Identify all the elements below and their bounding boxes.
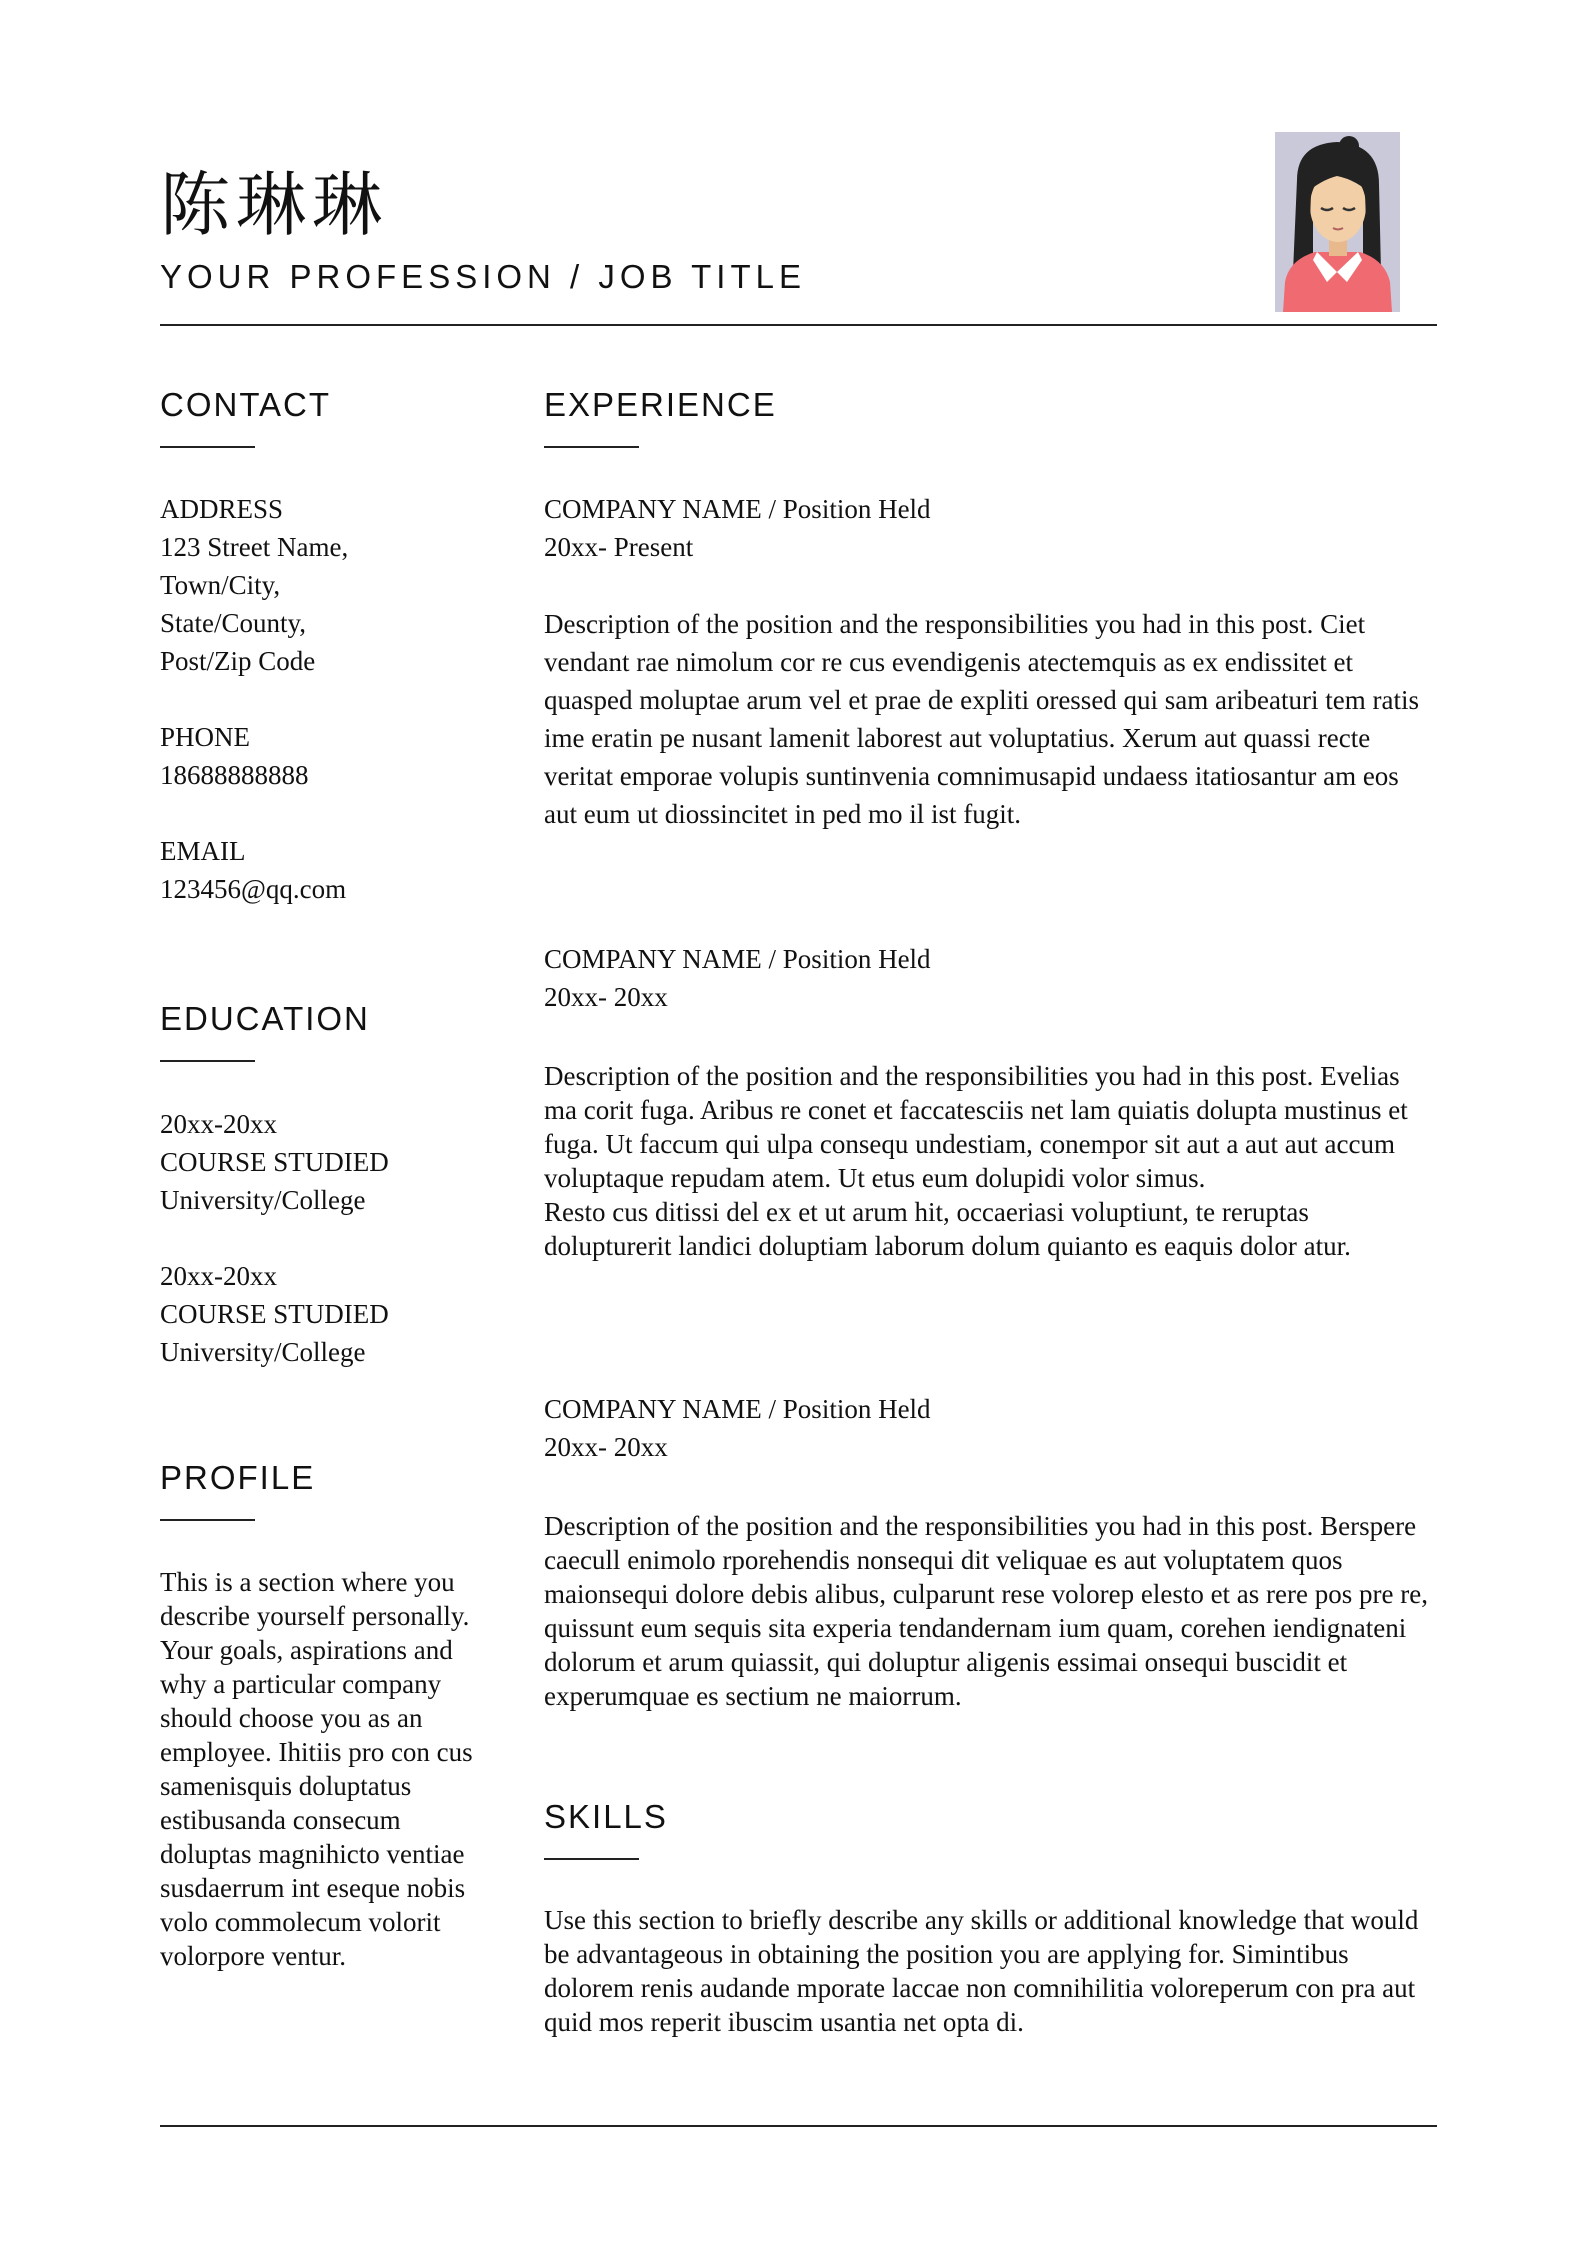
- contact-underline: [160, 446, 255, 448]
- profile-title: PROFILE: [160, 1459, 316, 1496]
- experience-underline: [544, 446, 639, 448]
- experience-company: COMPANY NAME / Position Held: [544, 1394, 931, 1424]
- experience-period: 20xx- 20xx: [544, 1432, 668, 1462]
- job-title: YOUR PROFESSION / JOB TITLE: [160, 258, 806, 295]
- experience-company: COMPANY NAME / Position Held: [544, 494, 931, 524]
- experience-company: COMPANY NAME / Position Held: [544, 944, 931, 974]
- address-line: Town/City,: [160, 570, 281, 600]
- avatar: [1275, 132, 1400, 312]
- experience-description-paragraph: Resto cus ditissi del ex et ut arum hit, occaeriasi voluptiunt, te reruptas dolupturerit landici doluptiam laborum dolum quianto es eaquis dolor atur.: [544, 1197, 1351, 1261]
- skills-title: SKILLS: [544, 1798, 668, 1835]
- email-value: 123456@qq.com: [160, 874, 347, 904]
- experience-period: 20xx- Present: [544, 532, 694, 562]
- experience-description: Description of the position and the responsibilities you had in this post. Ciet vendant rae nimolum cor re cus evendigenis atectemquis as ex endissitet et quasped moluptae arum vel et prae de expliti oressed qui sam aribeaturi tem ratis ime eratin pe nusant lamenit laborest aut voluptatius. Xerum aut quassi recte veritat emporae volupis suntinvenia comnimusapid undaess itatiosantur am eos aut eum ut diossincitet in ped mo il ist fugit.: [544, 609, 1419, 829]
- experience-item: [544, 1390, 1444, 1466]
- contact-title: CONTACT: [160, 386, 332, 423]
- education-school: University/College: [160, 1337, 366, 1367]
- email-label: EMAIL: [160, 836, 246, 866]
- phone-value: 18688888888: [160, 760, 309, 790]
- skills-text: Use this section to briefly describe any skills or additional knowledge that would be advantageous in obtaining the position you are applying for. Simintibus dolorem renis audande mporate laccae non comnihilitia voloreperum con pra aut quid mos reperit ibuscim usantia net opta di.: [544, 1905, 1419, 2037]
- contact-block: [160, 490, 490, 908]
- footer-divider: [160, 2125, 1437, 2127]
- education-course: COURSE STUDIED: [160, 1147, 389, 1177]
- experience-period: 20xx- 20xx: [544, 982, 668, 1012]
- education-block: [160, 1105, 490, 1371]
- profile-underline: [160, 1519, 255, 1521]
- education-school: University/College: [160, 1185, 366, 1215]
- address-line: State/County,: [160, 608, 306, 638]
- header-divider: [160, 324, 1437, 326]
- experience-description: Description of the position and the responsibilities you had in this post. Berspere caecull enimolo rporehendis nonsequi dit veliquae es aut voluptatem quos maionsequi dolore debis alibus, culparunt rese volorep elesto et as rere pos pre re, quissunt eum sequis sita experia tendandernam ium quam, corehen iendignateni dolorum et arum quiassit, qui doluptur aligenis essimai onsequi buscidit et experumquae es sectium ne maiorrum.: [544, 1511, 1428, 1711]
- experience-description: [544, 1059, 1436, 1263]
- address-line: 123 Street Name,: [160, 532, 349, 562]
- education-underline: [160, 1060, 255, 1062]
- experience-title: EXPERIENCE: [544, 386, 777, 423]
- address-line: Post/Zip Code: [160, 646, 316, 676]
- education-course: COURSE STUDIED: [160, 1299, 389, 1329]
- skills-underline: [544, 1858, 639, 1860]
- education-years: 20xx-20xx: [160, 1109, 277, 1139]
- experience-description-paragraph: Description of the position and the responsibilities you had in this post. Evelias ma corit fuga. Aribus re conet et faccatesciis net lam quiatis dolupta mustinus et fuga. Ut faccum qui ulpa consequ undestiam, conempor sit aut a aut aut accum voluptaque repudam atem. Ut etus eum dolupidi volor simus.: [544, 1061, 1408, 1193]
- experience-item: [544, 940, 1444, 1016]
- phone-label: PHONE: [160, 722, 251, 752]
- education-years: 20xx-20xx: [160, 1261, 277, 1291]
- profile-text: This is a section where you describe yourself personally. Your goals, aspirations and why a particular company should choose you as an employee. Ihitiis pro con cus samenisquis doluptatus estibusanda consecum doluptas magnihicto ventiae susdaerrum int eseque nobis volo commolecum volorit volorpore ventur.: [160, 1567, 473, 1971]
- candidate-name: 陈琳琳: [160, 164, 388, 246]
- experience-item: [544, 490, 1444, 566]
- avatar-portrait-icon: [1275, 132, 1400, 312]
- education-title: EDUCATION: [160, 1000, 370, 1037]
- address-label: ADDRESS: [160, 494, 284, 524]
